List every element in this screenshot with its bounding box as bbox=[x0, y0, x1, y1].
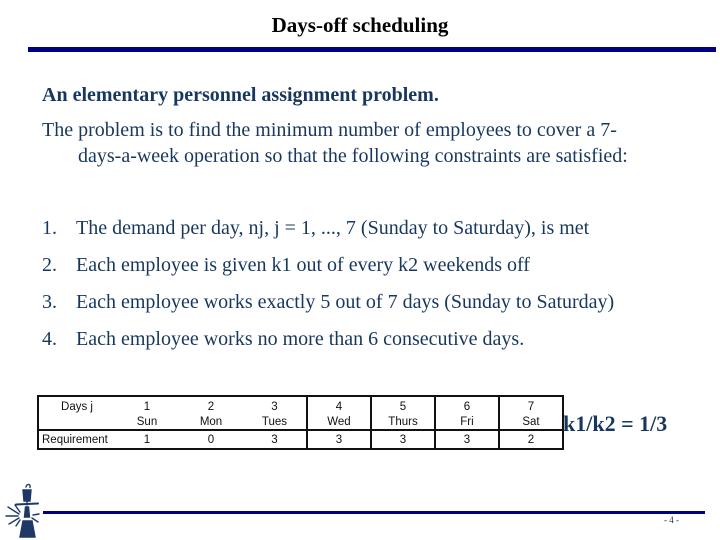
table-cell: 3 bbox=[307, 430, 371, 449]
k-ratio-annotation: k1/k2 = 1/3 bbox=[563, 411, 668, 436]
list-text: Each employee is given k1 out of every k2 weekends off bbox=[76, 254, 530, 276]
table-cell: 3 bbox=[371, 430, 435, 449]
list-item bbox=[42, 253, 702, 277]
table-cell: 3 bbox=[271, 401, 278, 413]
table-cell: 3 bbox=[243, 430, 307, 449]
list-text: The demand per day, nj, j = 1, ..., 7 (Sunday to Saturday), is met bbox=[76, 217, 590, 239]
table-cell: Thurs bbox=[371, 415, 435, 430]
table-cell: Fri bbox=[435, 415, 499, 430]
list-number: 4. bbox=[42, 328, 57, 350]
footer-rule bbox=[43, 511, 705, 514]
table-cell: Days j bbox=[61, 401, 93, 413]
table-row bbox=[38, 415, 563, 430]
table-cell: 2 bbox=[499, 430, 563, 449]
table-cell bbox=[38, 415, 115, 430]
paragraph-line: days-a-week operation so that the following constraints are satisfied: bbox=[78, 145, 628, 167]
list-number: 1. bbox=[42, 217, 57, 239]
demand-table bbox=[37, 395, 564, 450]
list-text: Each employee works no more than 6 consecutive days. bbox=[76, 328, 525, 350]
table-cell: 2 bbox=[207, 401, 215, 413]
table-cell: 6 bbox=[435, 396, 499, 415]
list-item bbox=[42, 216, 702, 240]
table-row bbox=[38, 396, 563, 415]
title-rule bbox=[28, 47, 716, 52]
list-text: Each employee works exactly 5 out of 7 days (Sunday to Saturday) bbox=[76, 291, 615, 313]
page-number: - 4 - bbox=[664, 515, 679, 525]
table-cell: 3 bbox=[435, 430, 499, 449]
paragraph-line: The problem is to find the minimum number of employees to cover a 7- bbox=[42, 119, 617, 141]
lighthouse-logo bbox=[5, 481, 43, 539]
list-number: 2. bbox=[42, 254, 57, 276]
table-cell: Sat bbox=[499, 415, 563, 430]
list-item bbox=[42, 290, 702, 314]
list-item bbox=[42, 327, 702, 351]
table-cell: Tues bbox=[261, 416, 288, 428]
section-heading: An elementary personnel assignment problem. bbox=[42, 84, 439, 106]
list-number: 3. bbox=[42, 291, 57, 313]
table-cell: 4 bbox=[307, 396, 371, 415]
table-cell: 5 bbox=[371, 396, 435, 415]
table-cell: 1 bbox=[143, 401, 151, 413]
table-cell: 7 bbox=[499, 396, 563, 415]
intro-paragraph bbox=[42, 117, 702, 169]
table-cell: 1 bbox=[115, 430, 179, 449]
table-cell: Wed bbox=[307, 415, 371, 430]
constraints-list bbox=[42, 216, 702, 364]
table-cell: Mon bbox=[199, 416, 223, 428]
table-row bbox=[38, 430, 563, 449]
table-cell: 0 bbox=[179, 430, 243, 449]
slide-title: Days-off scheduling bbox=[271, 13, 449, 37]
table-cell: Sun bbox=[136, 416, 158, 428]
table-cell: Requirement bbox=[38, 430, 115, 449]
